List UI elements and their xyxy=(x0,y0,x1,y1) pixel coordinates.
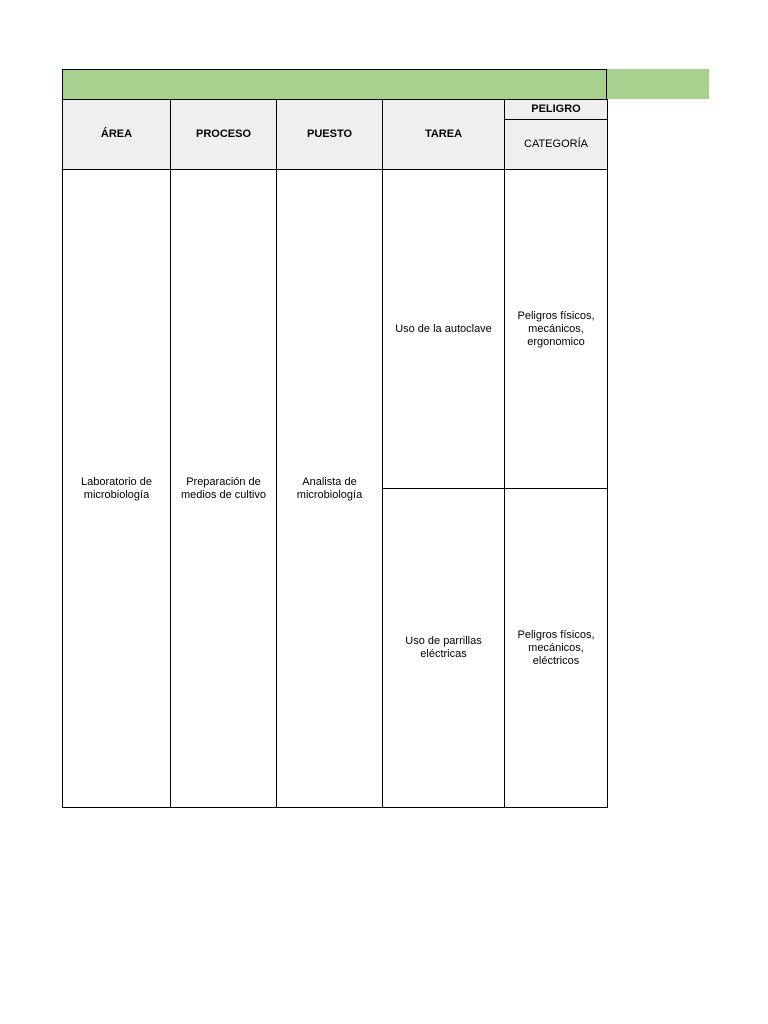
hazard-matrix-table xyxy=(62,99,608,808)
title-bar-border xyxy=(62,69,607,99)
cell-categoria-2: Peligros físicos, mecánicos, eléctricos xyxy=(505,489,608,808)
header-categoria: CATEGORÍA xyxy=(505,120,608,170)
header-proceso: PROCESO xyxy=(171,100,277,170)
header-area: ÁREA xyxy=(63,100,171,170)
cell-tarea-1: Uso de la autoclave xyxy=(383,170,505,489)
cell-area: Laboratorio de microbiología xyxy=(63,170,171,808)
cell-puesto: Analista de microbiología xyxy=(277,170,383,808)
header-peligro: PELIGRO xyxy=(505,100,608,120)
header-puesto: PUESTO xyxy=(277,100,383,170)
header-tarea: TAREA xyxy=(383,100,505,170)
cell-proceso: Preparación de medios de cultivo xyxy=(171,170,277,808)
cell-categoria-1: Peligros físicos, mecánicos, ergonomico xyxy=(505,170,608,489)
title-bar xyxy=(62,69,709,99)
cell-tarea-2: Uso de parrillas eléctricas xyxy=(383,489,505,808)
